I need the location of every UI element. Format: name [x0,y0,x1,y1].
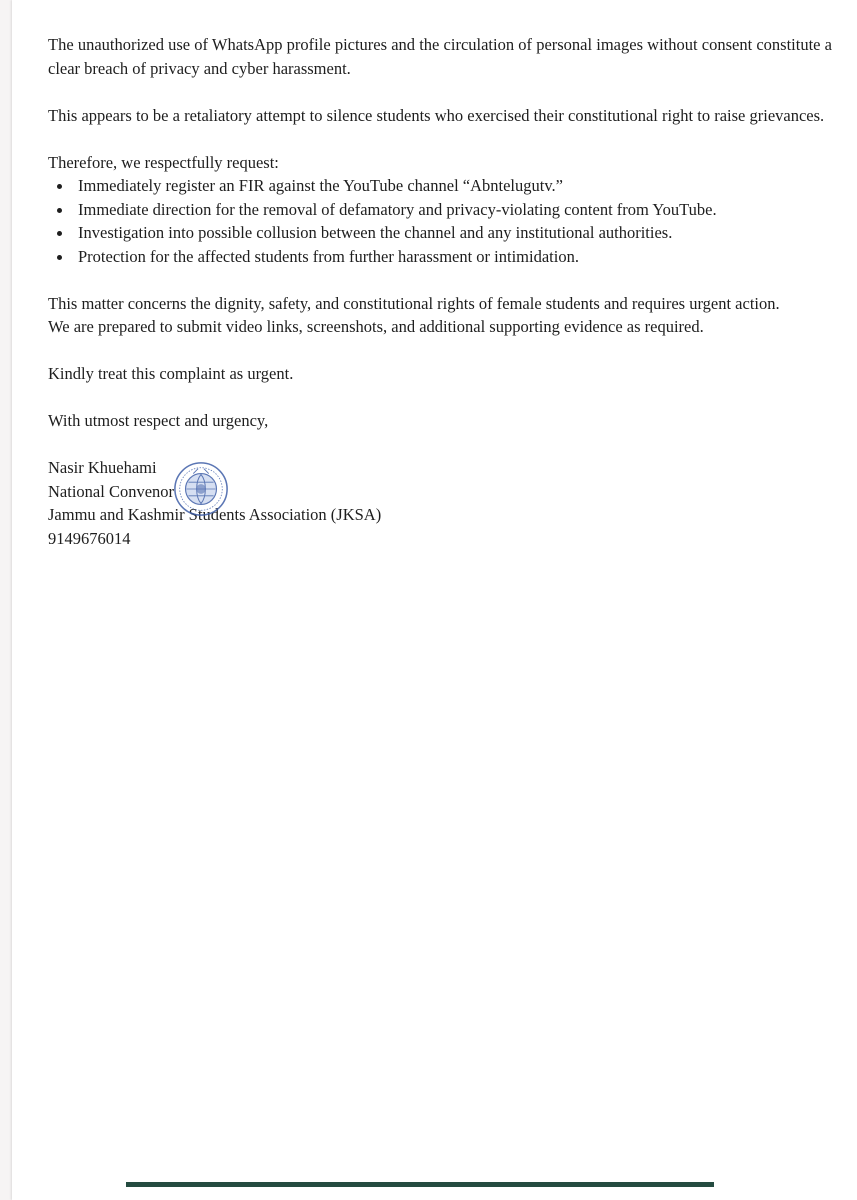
signatory-title: National Convenor [48,481,175,501]
request-item: Immediate direction for the removal of defamatory and privacy-violating content from YouTube. [48,198,832,222]
urgent-paragraph: Kindly treat this complaint as urgent. [48,364,294,383]
closing-line: With utmost respect and urgency, [48,411,269,430]
evidence-paragraph: We are prepared to submit video links, screenshots, and additional supporting evidence as required. [48,317,704,336]
organization-seal-icon [172,460,230,518]
signatory-name: Nasir Khuehami [48,458,157,477]
footer-bar [126,1182,714,1187]
request-intro: Therefore, we respectfully request: [48,152,279,172]
dignity-paragraph: This matter concerns the dignity, safety, and constitutional rights of female students and requires urgent action. [48,293,780,313]
retaliation-paragraph: This appears to be a retaliatory attempt to silence students who exercised their constitutional right to raise grievances. [48,105,825,125]
request-item: Protection for the affected students from further harassment or intimidation. [48,245,832,269]
signatory-organization: Jammu and Kashmir Students Association (JKSA) [48,505,382,524]
request-item: Immediately register an FIR against the YouTube channel “Abntelugutv.” [48,174,832,198]
signature-block [48,456,832,550]
request-list [48,174,832,268]
letter-page [12,0,857,1200]
request-item: Investigation into possible collusion between the channel and any institutional authorities. [48,221,832,245]
privacy-paragraph: The unauthorized use of WhatsApp profile pictures and the circulation of personal images without consent constitute a clear breach of privacy and cyber harassment. [48,35,832,78]
signatory-phone: 9149676014 [48,528,131,548]
letter-body [48,33,832,550]
